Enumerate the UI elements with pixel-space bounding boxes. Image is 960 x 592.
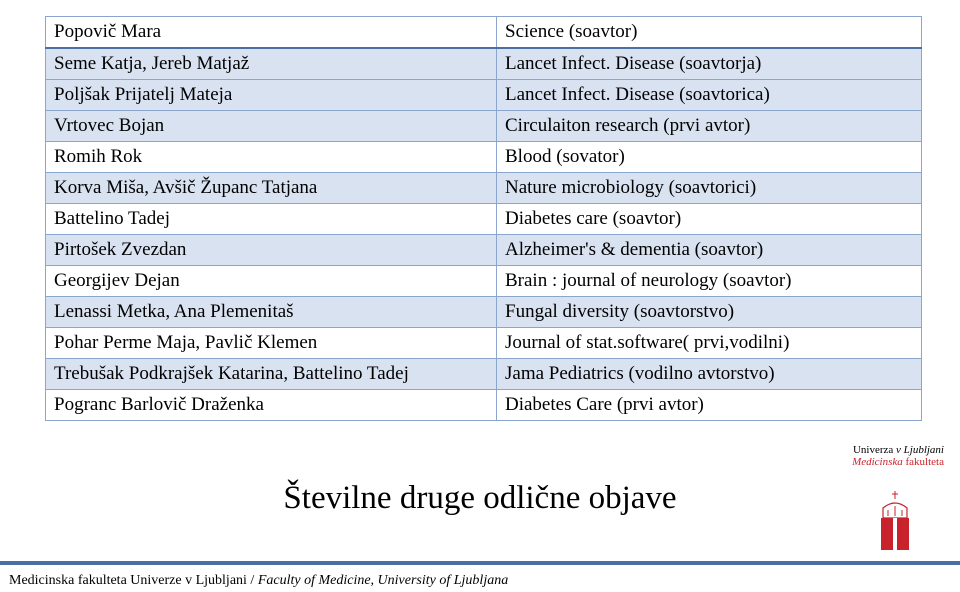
page-subtitle: Številne druge odlične objave (283, 480, 677, 516)
author-cell: Pirtošek Zvezdan (46, 235, 497, 266)
journal-cell: Brain : journal of neurology (soavtor) (497, 266, 922, 297)
journal-cell: Lancet Infect. Disease (soavtorja) (497, 48, 922, 80)
logo-line-faculty (840, 456, 944, 468)
author-cell: Pohar Perme Maja, Pavlič Klemen (46, 328, 497, 359)
table-row (46, 111, 922, 142)
author-cell: Korva Miša, Avšič Županc Tatjana (46, 173, 497, 204)
journal-cell: Fungal diversity (soavtorstvo) (497, 297, 922, 328)
author-cell: Trebušak Podkrajšek Katarina, Battelino Tadej (46, 359, 497, 390)
table-row (46, 173, 922, 204)
table-row (46, 328, 922, 359)
journal-cell: Nature microbiology (soavtorici) (497, 173, 922, 204)
table-row (46, 48, 922, 80)
footer-slovene: Medicinska fakulteta Univerze v Ljubljani / (9, 573, 258, 588)
table-row (46, 359, 922, 390)
table-row (46, 142, 922, 173)
table-row (46, 390, 922, 421)
journal-cell: Science (soavtor) (497, 17, 922, 49)
footer-divider (0, 561, 960, 565)
logo-text: fakulteta (902, 456, 944, 468)
journal-cell: Journal of stat.software( prvi,vodilni) (497, 328, 922, 359)
logo-text: v Ljubljani (896, 444, 944, 456)
table-row (46, 297, 922, 328)
journal-cell: Lancet Infect. Disease (soavtorica) (497, 80, 922, 111)
author-cell: Battelino Tadej (46, 204, 497, 235)
logo-text: Univerza (852, 444, 897, 456)
author-cell: Seme Katja, Jereb Matjaž (46, 48, 497, 80)
journal-cell: Alzheimer's & dementia (soavtor) (497, 235, 922, 266)
author-cell: Popovič Mara (46, 17, 497, 49)
author-cell: Vrtovec Bojan (46, 111, 497, 142)
author-cell: Lenassi Metka, Ana Plemenitaš (46, 297, 497, 328)
journal-cell: Circulaiton research (prvi avtor) (497, 111, 922, 142)
table-header-row (46, 17, 922, 49)
journal-cell: Jama Pediatrics (vodilno avtorstvo) (497, 359, 922, 390)
publications-table (45, 16, 922, 421)
journal-cell: Blood (sovator) (497, 142, 922, 173)
author-cell: Romih Rok (46, 142, 497, 173)
author-cell: Georgijev Dejan (46, 266, 497, 297)
logo-line-university (840, 444, 944, 456)
university-logo (840, 444, 944, 468)
table-row (46, 204, 922, 235)
author-cell: Poljšak Prijatelj Mateja (46, 80, 497, 111)
footer-english: Faculty of Medicine, University of Ljubljana (257, 573, 509, 588)
journal-cell: Diabetes care (soavtor) (497, 204, 922, 235)
journal-cell: Diabetes Care (prvi avtor) (497, 390, 922, 421)
table-row (46, 80, 922, 111)
author-cell: Pogranc Barlovič Draženka (46, 390, 497, 421)
table-row (46, 235, 922, 266)
logo-text: Medicinska (852, 456, 903, 468)
footer-text (9, 572, 508, 590)
table-row (46, 266, 922, 297)
